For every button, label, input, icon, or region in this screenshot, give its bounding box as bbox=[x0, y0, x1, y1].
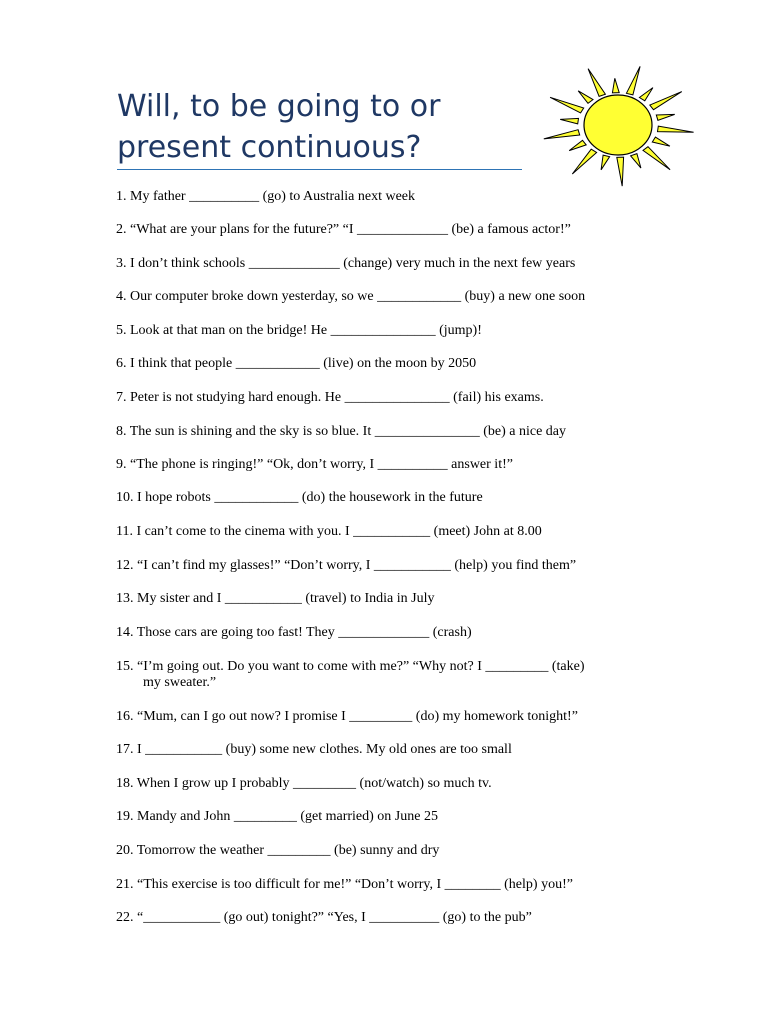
exercise-item bbox=[116, 776, 492, 792]
exercise-text: 5. Look at that man on the bridge! He _______________ (jump)! bbox=[116, 323, 482, 338]
sun-ray bbox=[544, 130, 580, 139]
sun-ray bbox=[612, 78, 619, 93]
exercise-text: 11. I can’t come to the cinema with you. I ___________ (meet) John at 8.00 bbox=[116, 524, 542, 539]
sun-ray bbox=[652, 137, 670, 146]
exercise-text: 2. “What are your plans for the future?” “I _____________ (be) a famous actor!” bbox=[116, 222, 571, 237]
exercise-text: 17. I ___________ (buy) some new clothes. My old ones are too small bbox=[116, 742, 512, 757]
exercise-text-continued: my sweater.” bbox=[143, 675, 217, 690]
exercise-text: 15. “I’m going out. Do you want to come with me?” “Why not? I _________ (take) bbox=[116, 659, 585, 674]
exercise-item bbox=[116, 877, 573, 893]
exercise-item bbox=[116, 323, 482, 339]
exercise-item bbox=[116, 390, 544, 406]
sun-ray bbox=[588, 69, 605, 97]
sun-ray bbox=[601, 155, 610, 170]
sun-ray bbox=[578, 91, 593, 104]
exercise-item bbox=[116, 910, 532, 926]
title-line-2: present continuous? bbox=[117, 130, 422, 165]
exercise-item bbox=[116, 742, 512, 758]
exercise-text: 6. I think that people ____________ (live) on the moon by 2050 bbox=[116, 356, 477, 371]
exercise-item bbox=[116, 256, 575, 272]
exercise-item bbox=[116, 625, 472, 641]
exercise-item bbox=[116, 356, 476, 372]
exercise-item bbox=[116, 424, 566, 440]
title-line-1: Will, to be going to or bbox=[117, 89, 441, 124]
exercise-item bbox=[116, 222, 571, 238]
exercise-text: 12. “I can’t find my glasses!” “Don’t worry, I ___________ (help) you find them” bbox=[116, 558, 577, 573]
exercise-text: 19. Mandy and John _________ (get married) on June 25 bbox=[116, 809, 438, 824]
exercise-text: 13. My sister and I ___________ (travel) to India in July bbox=[116, 591, 435, 606]
sun-ray bbox=[639, 88, 653, 101]
exercise-text: 10. I hope robots ____________ (do) the housework in the future bbox=[116, 490, 483, 505]
exercise-item bbox=[116, 659, 585, 691]
sun-ray bbox=[560, 118, 578, 124]
exercise-text: 22. “___________ (go out) tonight?” “Yes, I __________ (go) to the pub” bbox=[116, 910, 532, 925]
exercise-text: 1. My father __________ (go) to Australia next week bbox=[116, 189, 415, 204]
exercise-text: 9. “The phone is ringing!” “Ok, don’t worry, I __________ answer it!” bbox=[116, 457, 513, 472]
exercise-text: 8. The sun is shining and the sky is so blue. It _______________ (be) a nice day bbox=[116, 424, 567, 439]
exercise-text: 14. Those cars are going too fast! They _____________ (crash) bbox=[116, 625, 472, 640]
exercise-item bbox=[116, 558, 576, 574]
exercise-item bbox=[116, 289, 585, 305]
worksheet-title bbox=[117, 86, 537, 168]
exercise-item bbox=[116, 524, 542, 540]
exercise-text: 16. “Mum, can I go out now? I promise I _________ (do) my homework tonight!” bbox=[116, 709, 578, 724]
sun-ray bbox=[658, 126, 694, 132]
exercise-item bbox=[116, 457, 513, 473]
sun-ray bbox=[643, 147, 670, 170]
sun-icon bbox=[536, 62, 698, 194]
sun-ray bbox=[550, 97, 584, 113]
exercise-item bbox=[116, 843, 439, 859]
title-underline bbox=[117, 169, 522, 170]
sun-ray bbox=[572, 149, 596, 174]
exercise-text: 20. Tomorrow the weather _________ (be) sunny and dry bbox=[116, 843, 440, 858]
exercise-text: 7. Peter is not studying hard enough. He _______________ (fail) his exams. bbox=[116, 390, 544, 405]
sun-ray bbox=[650, 92, 682, 110]
sun-ray bbox=[569, 140, 586, 150]
sun-ray bbox=[656, 114, 674, 120]
exercise-text: 18. When I grow up I probably _________ (not/watch) so much tv. bbox=[116, 776, 492, 791]
sun-ray bbox=[626, 66, 640, 95]
sun-ray bbox=[617, 157, 624, 186]
exercise-item bbox=[116, 809, 438, 825]
exercise-item bbox=[116, 591, 434, 607]
sun-ray bbox=[631, 154, 641, 168]
exercise-text: 3. I don’t think schools _____________ (change) very much in the next few years bbox=[116, 256, 576, 271]
exercise-text: 4. Our computer broke down yesterday, so we ____________ (buy) a new one soon bbox=[116, 289, 586, 304]
exercise-item bbox=[116, 189, 415, 205]
exercise-item bbox=[116, 490, 483, 506]
exercise-item bbox=[116, 709, 578, 725]
exercise-text: 21. “This exercise is too difficult for me!” “Don’t worry, I ________ (help) you!” bbox=[116, 877, 573, 892]
